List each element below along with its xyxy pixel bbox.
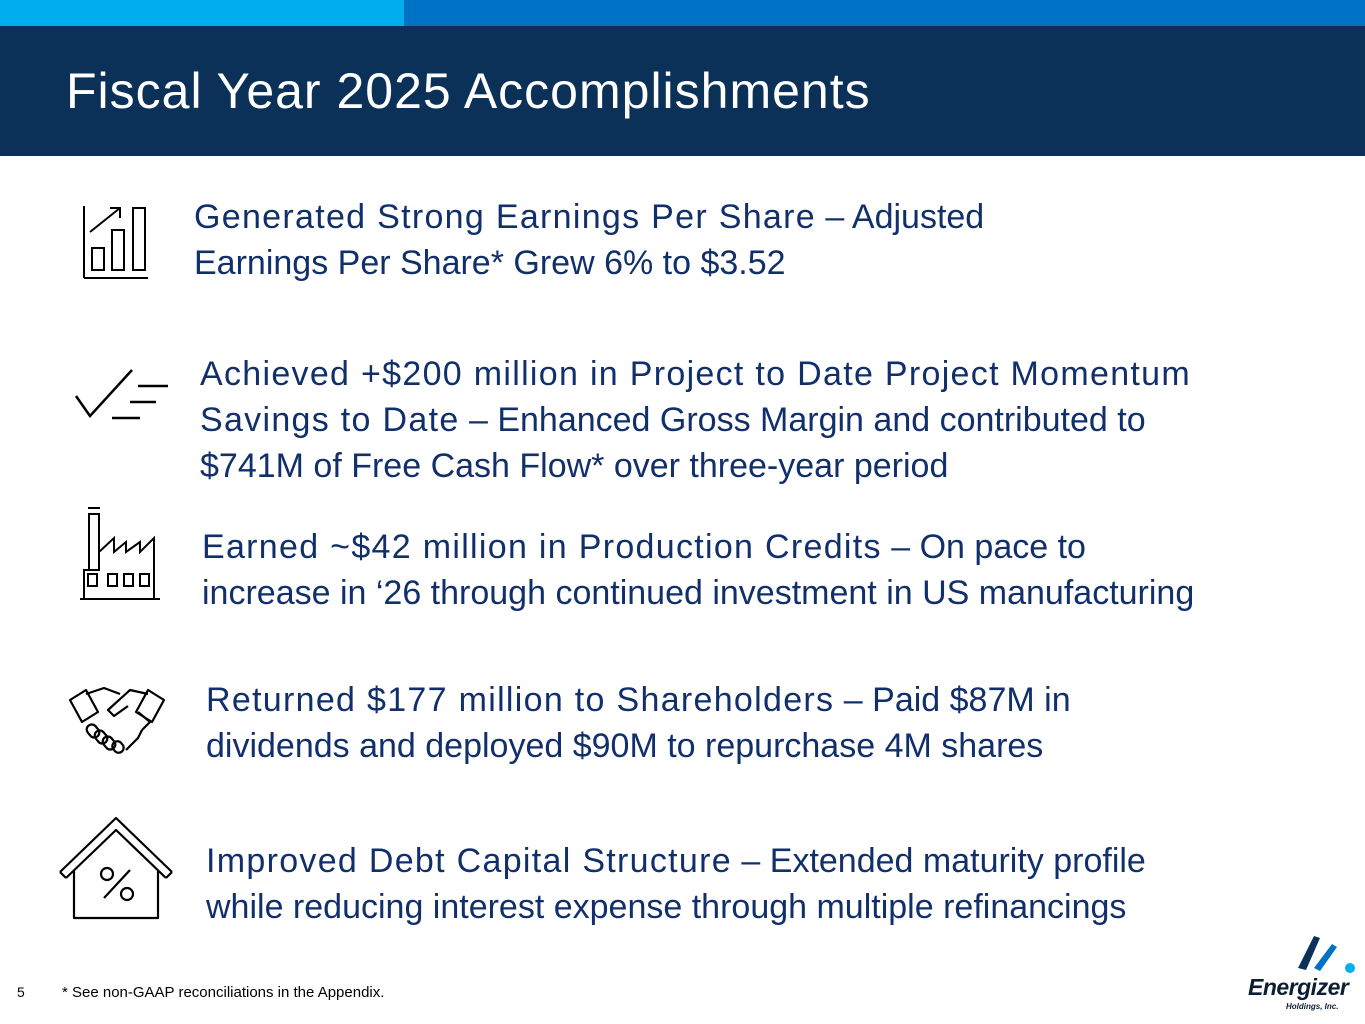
debt-rest: – Extended maturity profile [731,842,1146,880]
credits-lead: Earned ~$42 million in Production Credits [202,528,882,566]
momentum-line3: $741M of Free Cash Flow* over three-year period [200,447,949,485]
debt-line2: while reducing interest expense through multiple refinancings [206,888,1127,926]
factory-icon [80,506,162,602]
returns-lead: Returned $177 million to Shareholders [206,681,835,719]
momentum-rest: – Enhanced Gross Margin and contributed to [459,401,1146,439]
handshake-icon [68,684,166,758]
title-banner [0,26,1365,156]
checklist-icon [74,366,170,424]
top-accent-light [0,0,404,26]
energizer-logo-text: Energizer [1248,974,1349,1000]
footnote: * See non-GAAP reconciliations in the Appendix. [62,984,385,1001]
debt-lead: Improved Debt Capital Structure [206,842,732,880]
credits-rest: – On pace to [881,528,1086,566]
eps-rest: – Adjusted [815,198,985,236]
accomplishment-eps [194,194,984,286]
accomplishment-returns [206,677,1071,769]
house-percent-icon [56,814,176,922]
returns-line2: dividends and deployed $90M to repurchase 4M shares [206,727,1044,765]
energizer-logo-subtext: Holdings, Inc. [1286,1002,1339,1011]
momentum-line1: Achieved +$200 million in Project to Date Project Momentum [200,355,1192,393]
accomplishment-debt [206,838,1146,930]
page-number: 5 [17,984,25,1000]
energizer-logo-mark [1240,930,1360,980]
credits-line2: increase in ‘26 through continued investment in US manufacturing [202,574,1195,612]
momentum-lead: Savings to Date [200,401,460,439]
returns-rest: – Paid $87M in [834,681,1071,719]
eps-line2: Earnings Per Share* Grew 6% to $3.52 [194,244,786,282]
top-accent-dark [404,0,1365,26]
accomplishment-credits [202,524,1194,616]
top-accent-bar [0,0,1365,26]
energizer-logo [1240,930,1360,1020]
accomplishment-momentum [200,351,1191,489]
page-title: Fiscal Year 2025 Accomplishments [66,63,871,119]
eps-lead: Generated Strong Earnings Per Share [194,198,816,236]
bar-chart-growth-icon [82,204,150,280]
